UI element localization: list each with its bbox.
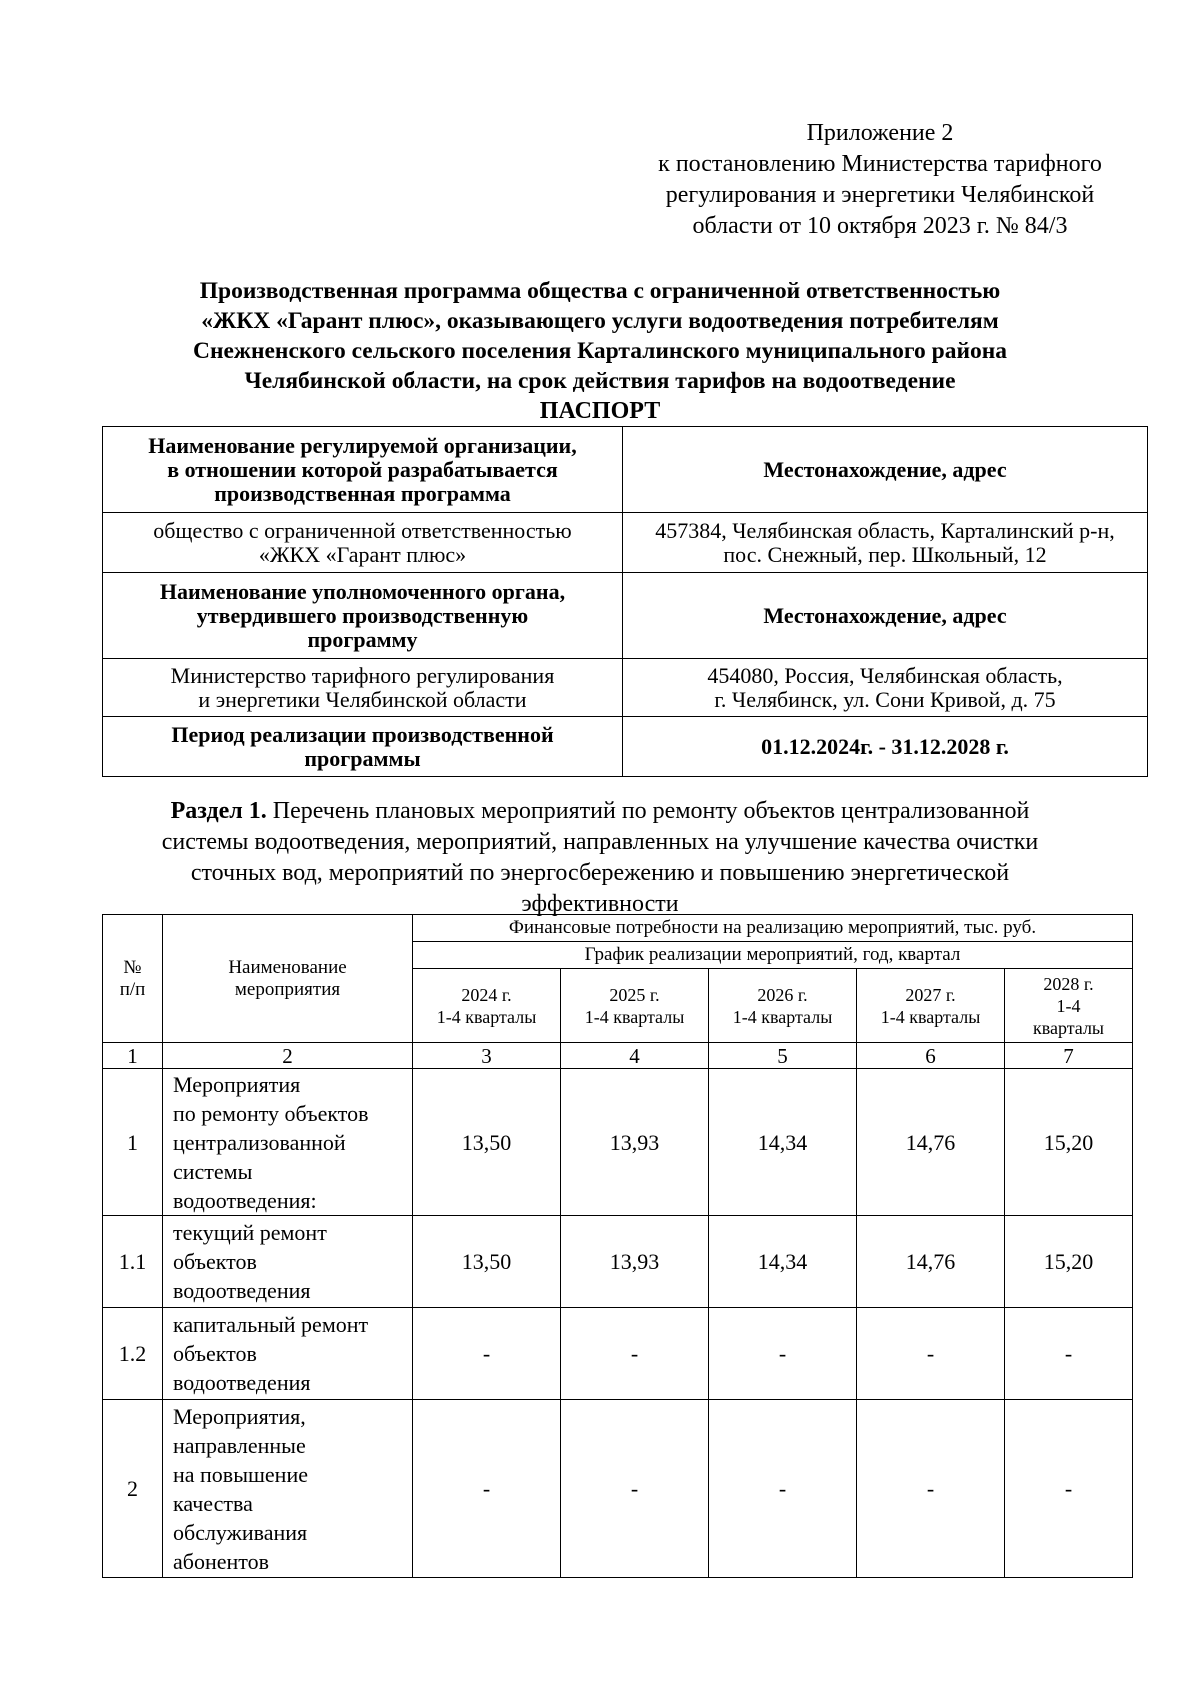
- title-line: «ЖКХ «Гарант плюс», оказывающего услуги водоотведения потребителям: [201, 308, 999, 334]
- measures-table: [102, 914, 1133, 1578]
- authority-address: 454080, Россия, Челябинская область, г. Челябинск, ул. Сони Кривой, д. 75: [623, 659, 1148, 717]
- finance-header: Финансовые потребности на реализацию мероприятий, тыс. руб.: [413, 915, 1133, 942]
- section-line: системы водоотведения, мероприятий, направленных на улучшение качества очистки: [161, 829, 1039, 855]
- row-num: 1: [103, 1069, 163, 1216]
- row-name: Мероприятия, направленные на повышение качества обслуживания абонентов: [163, 1400, 413, 1578]
- row-value: -: [413, 1400, 561, 1578]
- row-value: 13,93: [561, 1069, 709, 1216]
- row-value: 14,76: [857, 1069, 1005, 1216]
- row-value: 13,50: [413, 1216, 561, 1308]
- row-value: -: [561, 1400, 709, 1578]
- col-number: 2: [163, 1043, 413, 1069]
- table-row: [103, 1216, 1133, 1308]
- appendix-line: к постановлению Министерства тарифного: [658, 151, 1102, 177]
- section-line: сточных вод, мероприятий по энергосбережению и повышению энергетической: [190, 860, 1010, 886]
- row-name: текущий ремонт объектов водоотведения: [163, 1216, 413, 1308]
- period-value: 01.12.2024г. - 31.12.2028 г.: [623, 717, 1148, 777]
- org-name: общество с ограниченной ответственностью «ЖКХ «Гарант плюс»: [103, 513, 623, 573]
- col-number: 5: [709, 1043, 857, 1069]
- org-address: 457384, Челябинская область, Карталинский р-н, пос. Снежный, пер. Школьный, 12: [623, 513, 1148, 573]
- row-value: 14,34: [709, 1069, 857, 1216]
- authority-header: Наименование уполномоченного органа, утвердившего производственную программу: [103, 573, 623, 659]
- col-number: 7: [1005, 1043, 1133, 1069]
- org-name-header: Наименование регулируемой организации, в отношении которой разрабатывается производственная программа: [103, 427, 623, 513]
- col-number: 6: [857, 1043, 1005, 1069]
- table-row: [103, 1400, 1133, 1578]
- row-value: 14,76: [857, 1216, 1005, 1308]
- passport-heading: ПАСПОРТ: [539, 398, 661, 424]
- year-header-2025: 2025 г. 1-4 кварталы: [561, 969, 709, 1043]
- authority-name: Министерство тарифного регулирования и энергетики Челябинской области: [103, 659, 623, 717]
- schedule-header: График реализации мероприятий, год, квартал: [413, 942, 1133, 969]
- row-num: 2: [103, 1400, 163, 1578]
- document-title: [100, 276, 1100, 396]
- row-value: -: [1005, 1308, 1133, 1400]
- row-value: -: [413, 1308, 561, 1400]
- location-header: Местонахождение, адрес: [623, 573, 1148, 659]
- col-header-name: Наименование мероприятия: [163, 915, 413, 1043]
- row-value: -: [709, 1308, 857, 1400]
- row-value: -: [709, 1400, 857, 1578]
- row-value: -: [857, 1308, 1005, 1400]
- table-row: [103, 1308, 1133, 1400]
- col-header-num: № п/п: [103, 915, 163, 1043]
- row-value: 13,93: [561, 1216, 709, 1308]
- row-value: 15,20: [1005, 1069, 1133, 1216]
- year-header-2026: 2026 г. 1-4 кварталы: [709, 969, 857, 1043]
- row-value: 14,34: [709, 1216, 857, 1308]
- year-header-2028: 2028 г. 1-4 кварталы: [1005, 969, 1133, 1043]
- title-line: Производственная программа общества с ограниченной ответственностью: [199, 278, 1001, 304]
- col-number: 1: [103, 1043, 163, 1069]
- row-num: 1.1: [103, 1216, 163, 1308]
- appendix-note: [600, 118, 1160, 242]
- table-row: [103, 1069, 1133, 1216]
- period-header: Период реализации производственной программы: [103, 717, 623, 777]
- row-value: -: [857, 1400, 1005, 1578]
- title-line: Челябинской области, на срок действия тарифов на водоотведение: [244, 368, 956, 394]
- row-name: капитальный ремонт объектов водоотведения: [163, 1308, 413, 1400]
- appendix-line: регулирования и энергетики Челябинской: [665, 182, 1095, 208]
- location-header: Местонахождение, адрес: [623, 427, 1148, 513]
- section-line: Раздел 1. Перечень плановых мероприятий по ремонту объектов централизованной: [170, 798, 1030, 824]
- row-name: Мероприятия по ремонту объектов централизованной системы водоотведения:: [163, 1069, 413, 1216]
- year-header-2027: 2027 г. 1-4 кварталы: [857, 969, 1005, 1043]
- section-label: Раздел 1.: [170, 798, 267, 824]
- row-value: -: [561, 1308, 709, 1400]
- appendix-line: Приложение 2: [806, 120, 954, 146]
- appendix-line: области от 10 октября 2023 г. № 84/3: [692, 213, 1068, 239]
- col-number: 4: [561, 1043, 709, 1069]
- row-value: 13,50: [413, 1069, 561, 1216]
- year-header-2024: 2024 г. 1-4 кварталы: [413, 969, 561, 1043]
- section-line: эффективности: [521, 891, 679, 917]
- col-number: 3: [413, 1043, 561, 1069]
- row-value: 15,20: [1005, 1216, 1133, 1308]
- row-value: -: [1005, 1400, 1133, 1578]
- section-1-heading: [100, 796, 1100, 920]
- title-line: Снежненского сельского поселения Карталинского муниципального района: [192, 338, 1008, 364]
- row-num: 1.2: [103, 1308, 163, 1400]
- passport-table: [102, 426, 1148, 777]
